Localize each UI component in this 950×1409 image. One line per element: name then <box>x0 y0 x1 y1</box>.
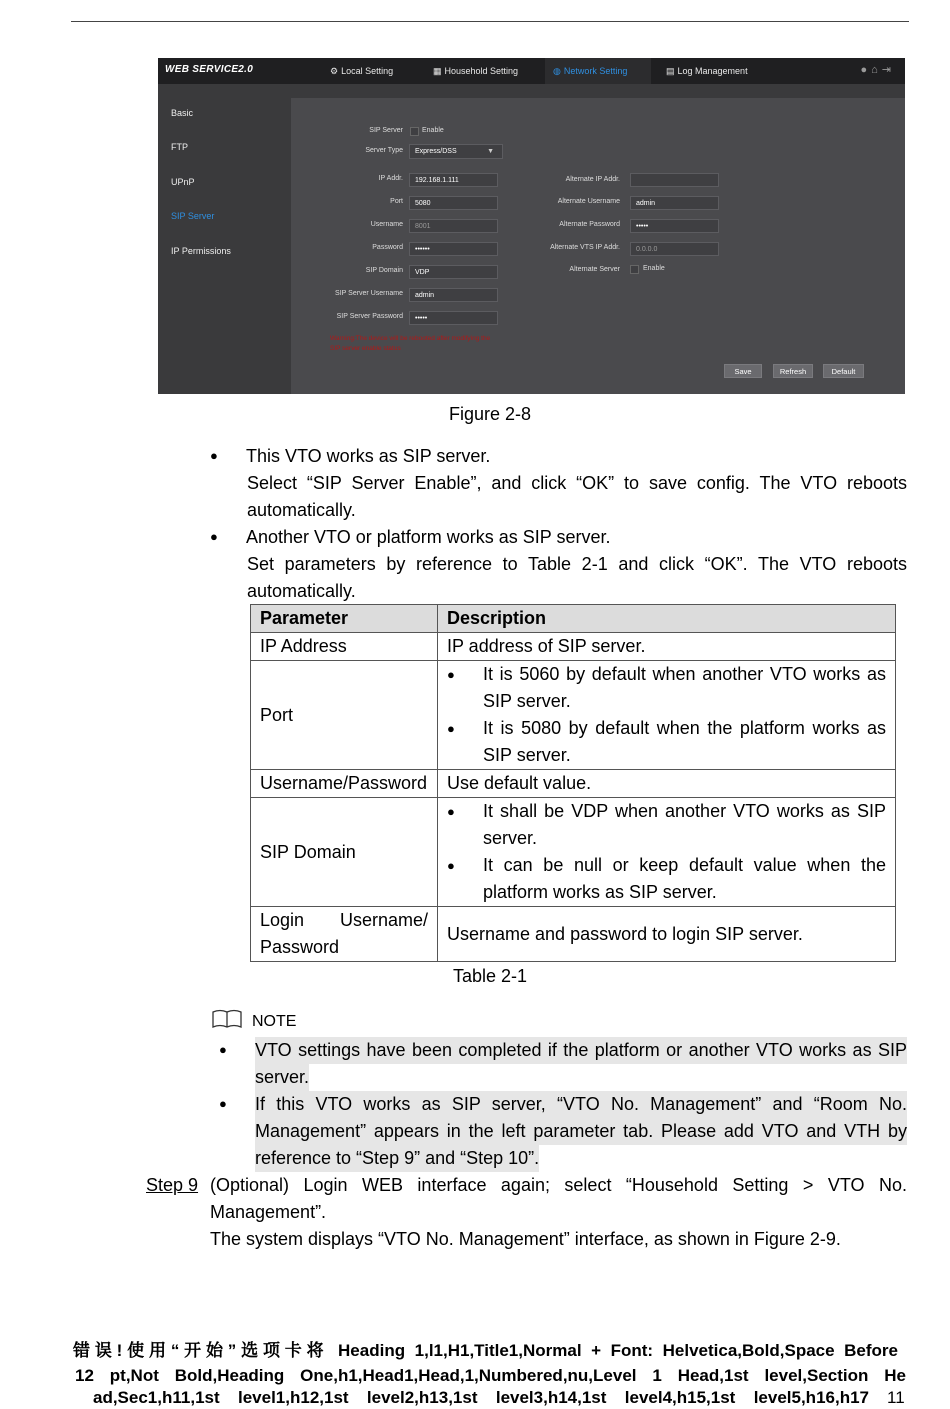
table-row <box>251 798 896 907</box>
tab-household-setting[interactable]: ▦ Household Setting <box>433 58 518 84</box>
username-label: Username <box>370 221 403 228</box>
bullet-icon: ● <box>447 721 455 736</box>
table-row <box>251 633 896 661</box>
book-icon <box>211 1008 243 1035</box>
logout-icon[interactable]: ⇥ <box>881 64 895 76</box>
bullet-text-cont: automatically. <box>247 500 356 520</box>
bullet-text-cont: automatically. <box>247 581 356 601</box>
alternate-vts-ip-label: Alternate VTS IP Addr. <box>550 244 620 251</box>
warning-line-2: SIP server enable status <box>330 345 401 352</box>
sip-server-enable-checkbox[interactable] <box>410 127 419 136</box>
sidebar-item-upnp[interactable]: UPnP <box>171 177 195 187</box>
bullet-icon: ● <box>447 804 455 819</box>
bullet-text: Set parameters by reference to Table 2-1 and click “OK”. The VTO reboots <box>247 554 907 574</box>
warning-line-1: Warning:The device will be rebooted after modifying the <box>330 335 491 342</box>
table-cell-desc: Use default value. <box>438 770 896 798</box>
warning-text <box>330 334 540 354</box>
sip-domain-field[interactable]: VDP <box>409 265 498 279</box>
note-text: If this VTO works as SIP server, “VTO No. Management” and “Room No. <box>255 1091 907 1118</box>
table-cell-param: SIP Domain <box>251 798 438 907</box>
alternate-password-field[interactable]: ••••• <box>630 219 719 233</box>
brand-logo: WEB SERVICE2.0 <box>165 64 254 75</box>
user-icon[interactable]: ● <box>860 64 872 76</box>
table-cell-param: Login Username/ Password <box>251 907 438 962</box>
tab-network-setting[interactable]: ◍ Network Setting <box>545 58 651 84</box>
table-row <box>251 661 896 770</box>
port-field[interactable]: 5080 <box>409 196 498 210</box>
header-icons <box>860 63 895 76</box>
document-icon: ▤ <box>666 66 675 76</box>
note-text-cont: server. <box>255 1064 309 1091</box>
sidebar <box>158 98 291 394</box>
alternate-vts-ip-field[interactable]: 0.0.0.0 <box>630 242 719 256</box>
note-text-cont: Management” appears in the left parameter tab. Please add VTO and VTH by <box>255 1118 907 1145</box>
password-field[interactable]: •••••• <box>409 242 498 256</box>
bullet-title: This VTO works as SIP server. <box>246 446 491 466</box>
sip-server-enable-label: Enable <box>422 127 444 134</box>
sip-server-label: SIP Server <box>369 127 403 134</box>
chevron-down-icon: ▼ <box>487 148 494 155</box>
alternate-password-label: Alternate Password <box>559 221 620 228</box>
username-field[interactable]: 8001 <box>409 219 498 233</box>
note-text-cont: reference to “Step 9” and “Step 10”. <box>255 1145 539 1172</box>
ip-addr-field[interactable]: 192.168.1.111 <box>409 173 498 187</box>
grid-icon: ▦ <box>433 66 442 76</box>
ip-addr-label: IP Addr. <box>378 175 403 182</box>
settings-panel <box>291 98 905 394</box>
web-ui-screenshot <box>158 58 905 394</box>
sip-server-username-field[interactable]: admin <box>409 288 498 302</box>
alternate-ip-field[interactable] <box>630 173 719 187</box>
alternate-username-label: Alternate Username <box>557 198 620 205</box>
web-ui-header <box>158 58 905 84</box>
footer-error-line-2: 12 pt,Not Bold,Heading One,h1,Head1,Head,1,Numbered,nu,Level 1 Head,1st level,Section He <box>75 1366 906 1385</box>
sidebar-item-basic[interactable]: Basic <box>171 108 194 118</box>
globe-icon: ◍ <box>553 66 561 76</box>
home-icon[interactable]: ⌂ <box>871 64 882 76</box>
server-type-label: Server Type <box>365 147 403 154</box>
table-cell-bullet: It shall be VDP when another VTO works as SIP server. <box>483 801 886 848</box>
save-button[interactable]: Save <box>724 364 762 378</box>
step-text: (Optional) Login WEB interface again; select “Household Setting > VTO No. <box>210 1175 907 1195</box>
table-cell-desc <box>438 798 896 907</box>
step-label: Step 9 <box>146 1175 199 1195</box>
default-button[interactable]: Default <box>823 364 864 378</box>
bullet-icon: ● <box>447 858 455 873</box>
tab-log-management[interactable]: ▤ Log Management <box>666 58 748 84</box>
sip-domain-label: SIP Domain <box>365 267 403 274</box>
bullet-icon: ● <box>219 1096 227 1111</box>
table-cell-bullet: It is 5080 by default when the platform works as SIP server. <box>483 718 886 765</box>
sip-server-password-field[interactable]: ••••• <box>409 311 498 325</box>
table-cell-desc: IP address of SIP server. <box>438 633 896 661</box>
footer-error-line-3: ad,Sec1,h11,1st level1,h12,1st level2,h13,1st level3,h14,1st level4,h15,1st level5,h16,h17 <box>93 1388 869 1407</box>
bullet-icon: ● <box>447 667 455 682</box>
alternate-server-enable-checkbox[interactable] <box>630 265 639 274</box>
table-cell-param: Username/Password <box>251 770 438 798</box>
alternate-username-field[interactable]: admin <box>630 196 719 210</box>
table-cell-desc: Username and password to login SIP server. <box>438 907 896 962</box>
alternate-server-label: Alternate Server <box>569 266 620 273</box>
step-result-text: The system displays “VTO No. Management” interface, as shown in Figure 2-9. <box>210 1229 841 1249</box>
password-label: Password <box>372 244 403 251</box>
table-row <box>251 907 896 962</box>
bullet-text: Select “SIP Server Enable”, and click “OK” to save config. The VTO reboots <box>247 473 907 493</box>
sip-server-username-label: SIP Server Username <box>335 290 403 297</box>
table-cell-param: IP Address <box>251 633 438 661</box>
table-header-parameter: Parameter <box>251 605 438 633</box>
table-header-row <box>251 605 896 633</box>
alternate-server-enable-label: Enable <box>643 265 665 272</box>
footer-error-line-1: 错误!使用“开始”选项卡将 Heading 1,l1,H1,Title1,Normal + Font: Helvetica,Bold,Space Before <box>73 1341 898 1360</box>
server-type-select[interactable]: Express/DSS ▼ <box>409 144 503 159</box>
table-caption: Table 2-1 <box>453 966 528 986</box>
bullet-icon: ● <box>210 529 218 544</box>
parameter-table <box>250 604 896 962</box>
refresh-button[interactable]: Refresh <box>773 364 813 378</box>
gear-icon: ⚙ <box>330 66 339 76</box>
note-text: VTO settings have been completed if the platform or another VTO works as SIP <box>255 1037 907 1064</box>
sidebar-item-ip-permissions[interactable]: IP Permissions <box>171 246 231 256</box>
bullet-title: Another VTO or platform works as SIP server. <box>246 527 611 547</box>
table-cell-param: Port <box>251 661 438 770</box>
tab-local-setting[interactable]: ⚙ Local Setting <box>330 58 393 84</box>
alternate-ip-label: Alternate IP Addr. <box>565 176 620 183</box>
page-number: 11 <box>887 1388 905 1407</box>
note-label: NOTE <box>252 1013 297 1030</box>
sidebar-item-ftp[interactable]: FTP <box>171 142 188 152</box>
table-cell-bullet: It is 5060 by default when another VTO works as SIP server. <box>483 664 886 711</box>
port-label: Port <box>390 198 403 205</box>
table-row <box>251 770 896 798</box>
step-text-cont: Management”. <box>210 1202 327 1222</box>
figure-caption: Figure 2-8 <box>449 404 532 424</box>
table-cell-bullet: It can be null or keep default value when the platform works as SIP server. <box>483 855 886 902</box>
sip-server-password-label: SIP Server Password <box>336 313 403 320</box>
bullet-icon: ● <box>219 1042 227 1057</box>
header-rule <box>71 21 909 22</box>
table-header-description: Description <box>438 605 896 633</box>
sidebar-item-sip-server[interactable]: SIP Server <box>171 211 215 221</box>
table-cell-desc <box>438 661 896 770</box>
bullet-icon: ● <box>210 448 218 463</box>
